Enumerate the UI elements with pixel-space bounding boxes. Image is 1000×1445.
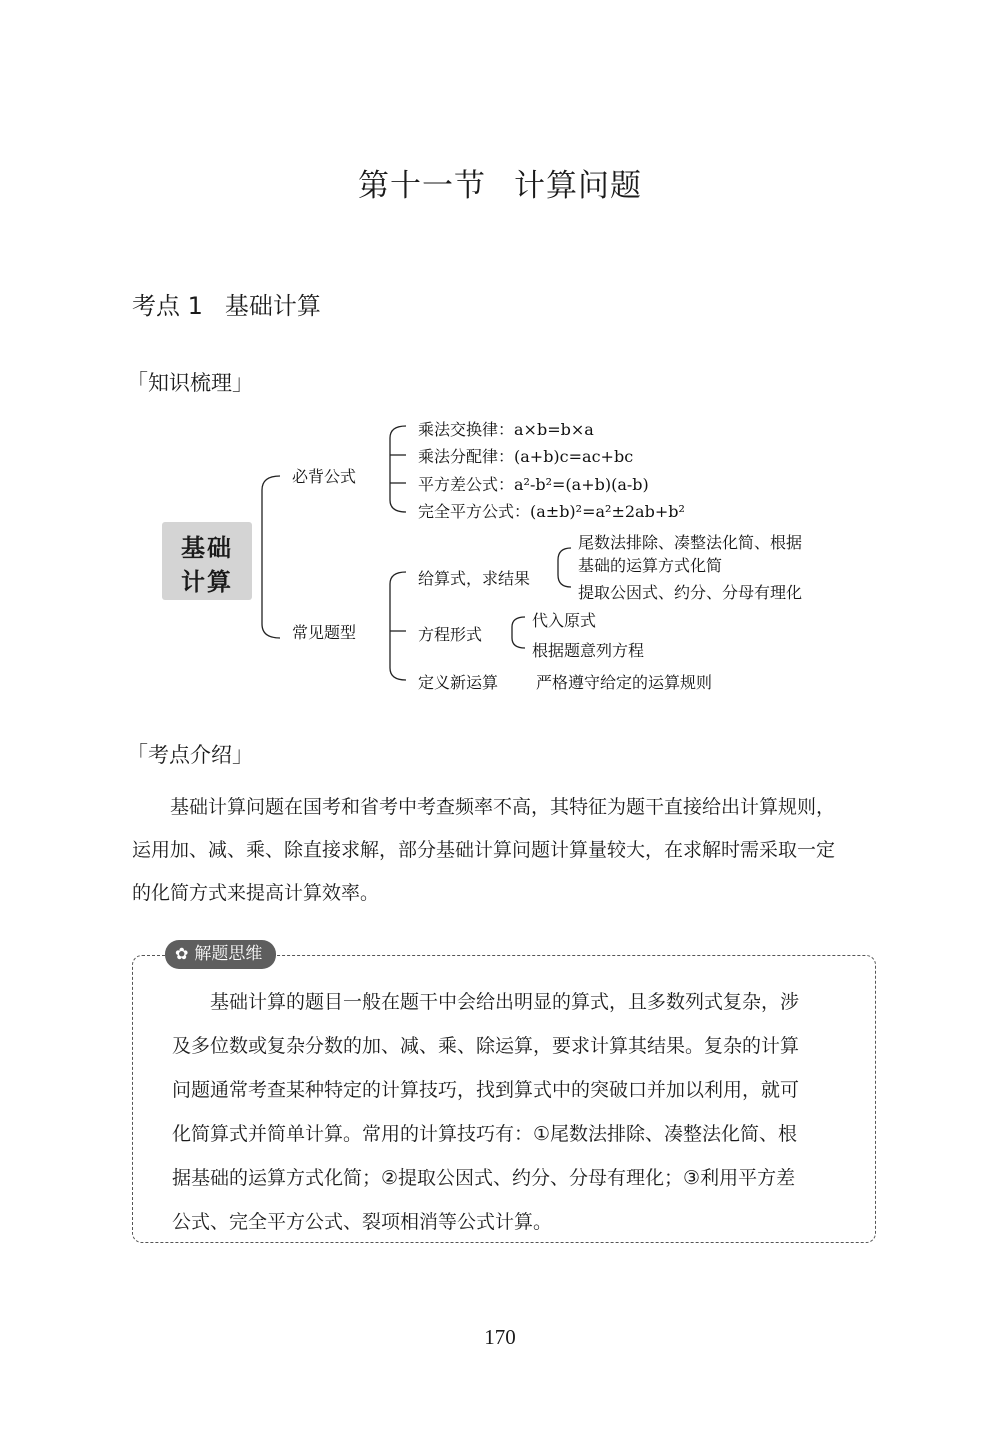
mindmap-root bbox=[162, 522, 252, 600]
type-bracket bbox=[390, 572, 406, 680]
intro-heading bbox=[126, 738, 254, 769]
sub2-bracket bbox=[512, 617, 525, 648]
chapter-number: 第十一节 bbox=[358, 168, 486, 204]
bracket-close: 」 bbox=[232, 743, 255, 768]
branch-question-types: 常见题型 bbox=[292, 623, 357, 642]
root-line-1: 基础 bbox=[181, 533, 233, 562]
intro-line: 运用加、减、乘、除直接求解，部分基础计算问题计算量较大，在求解时需采取一定 bbox=[132, 839, 836, 861]
page-number: 170 bbox=[484, 1325, 516, 1349]
section-label: 考点 1 bbox=[132, 292, 203, 320]
bracket-open: 「 bbox=[126, 743, 149, 768]
technique-item: 尾数法排除、凑整法化简、根据 bbox=[578, 533, 803, 552]
tips-line: 及多位数或复杂分数的加、减、乘、除运算，要求计算其结果。复杂的计算 bbox=[172, 1035, 800, 1057]
equation-item: 根据题意列方程 bbox=[532, 641, 645, 660]
type-new-operation: 定义新运算 bbox=[418, 673, 499, 692]
new-operation-note: 严格遵守给定的运算规则 bbox=[536, 673, 713, 692]
intro-line: 的化简方式来提高计算效率。 bbox=[132, 882, 380, 904]
tips-paragraph bbox=[172, 980, 840, 1244]
tips-line: 问题通常考查某种特定的计算技巧，找到算式中的突破口并加以利用，就可 bbox=[172, 1079, 800, 1101]
technique-item: 基础的运算方式化简 bbox=[578, 556, 723, 575]
type-formula-result: 给算式，求结果 bbox=[418, 569, 531, 588]
type-equation: 方程形式 bbox=[418, 625, 483, 644]
page-title bbox=[0, 160, 1000, 205]
tips-line: 化简算式并简单计算。常用的计算技巧有：①尾数法排除、凑整法化简、根 bbox=[172, 1123, 798, 1145]
chapter-name: 计算问题 bbox=[514, 168, 642, 204]
intro-paragraph bbox=[132, 786, 874, 915]
tips-line: 据基础的运算方式化简；②提取公因式、约分、分母有理化；③利用平方差 bbox=[172, 1167, 796, 1189]
intro-heading-text: 考点介绍 bbox=[148, 743, 233, 767]
knowledge-heading-text: 知识梳理 bbox=[148, 371, 233, 395]
formula-item: 平方差公式：a²-b²=(a+b)(a-b) bbox=[418, 475, 649, 494]
bracket-close: 」 bbox=[232, 371, 255, 396]
section-name: 基础计算 bbox=[224, 292, 321, 320]
bracket-open: 「 bbox=[126, 371, 149, 396]
tips-line: 公式、完全平方公式、裂项相消等公式计算。 bbox=[172, 1211, 553, 1233]
root-bracket bbox=[262, 476, 280, 638]
branch-formulas: 必背公式 bbox=[292, 467, 357, 486]
formula-item: 完全平方公式：(a±b)²=a²±2ab+b² bbox=[418, 502, 685, 521]
root-line-2: 计算 bbox=[181, 567, 233, 596]
tips-label-text: 解题思维 bbox=[194, 944, 263, 964]
technique-item: 提取公因式、约分、分母有理化 bbox=[578, 583, 803, 602]
intro-line: 基础计算问题在国考和省考中考查频率不高，其特征为题干直接给出计算规则， bbox=[170, 796, 836, 818]
knowledge-heading bbox=[126, 366, 254, 397]
tips-label bbox=[165, 940, 276, 969]
tips-line: 基础计算的题目一般在题干中会给出明显的算式，且多数列式复杂，涉 bbox=[210, 991, 800, 1013]
formula-item: 乘法交换律：a×b=b×a bbox=[418, 420, 594, 439]
equation-item: 代入原式 bbox=[532, 611, 597, 630]
sub1-bracket bbox=[558, 548, 571, 587]
flower-icon: ✿ bbox=[175, 944, 189, 963]
formula-item: 乘法分配律：(a+b)c=ac+bc bbox=[418, 447, 634, 466]
section-heading bbox=[132, 286, 321, 321]
formula-bracket bbox=[390, 426, 406, 512]
